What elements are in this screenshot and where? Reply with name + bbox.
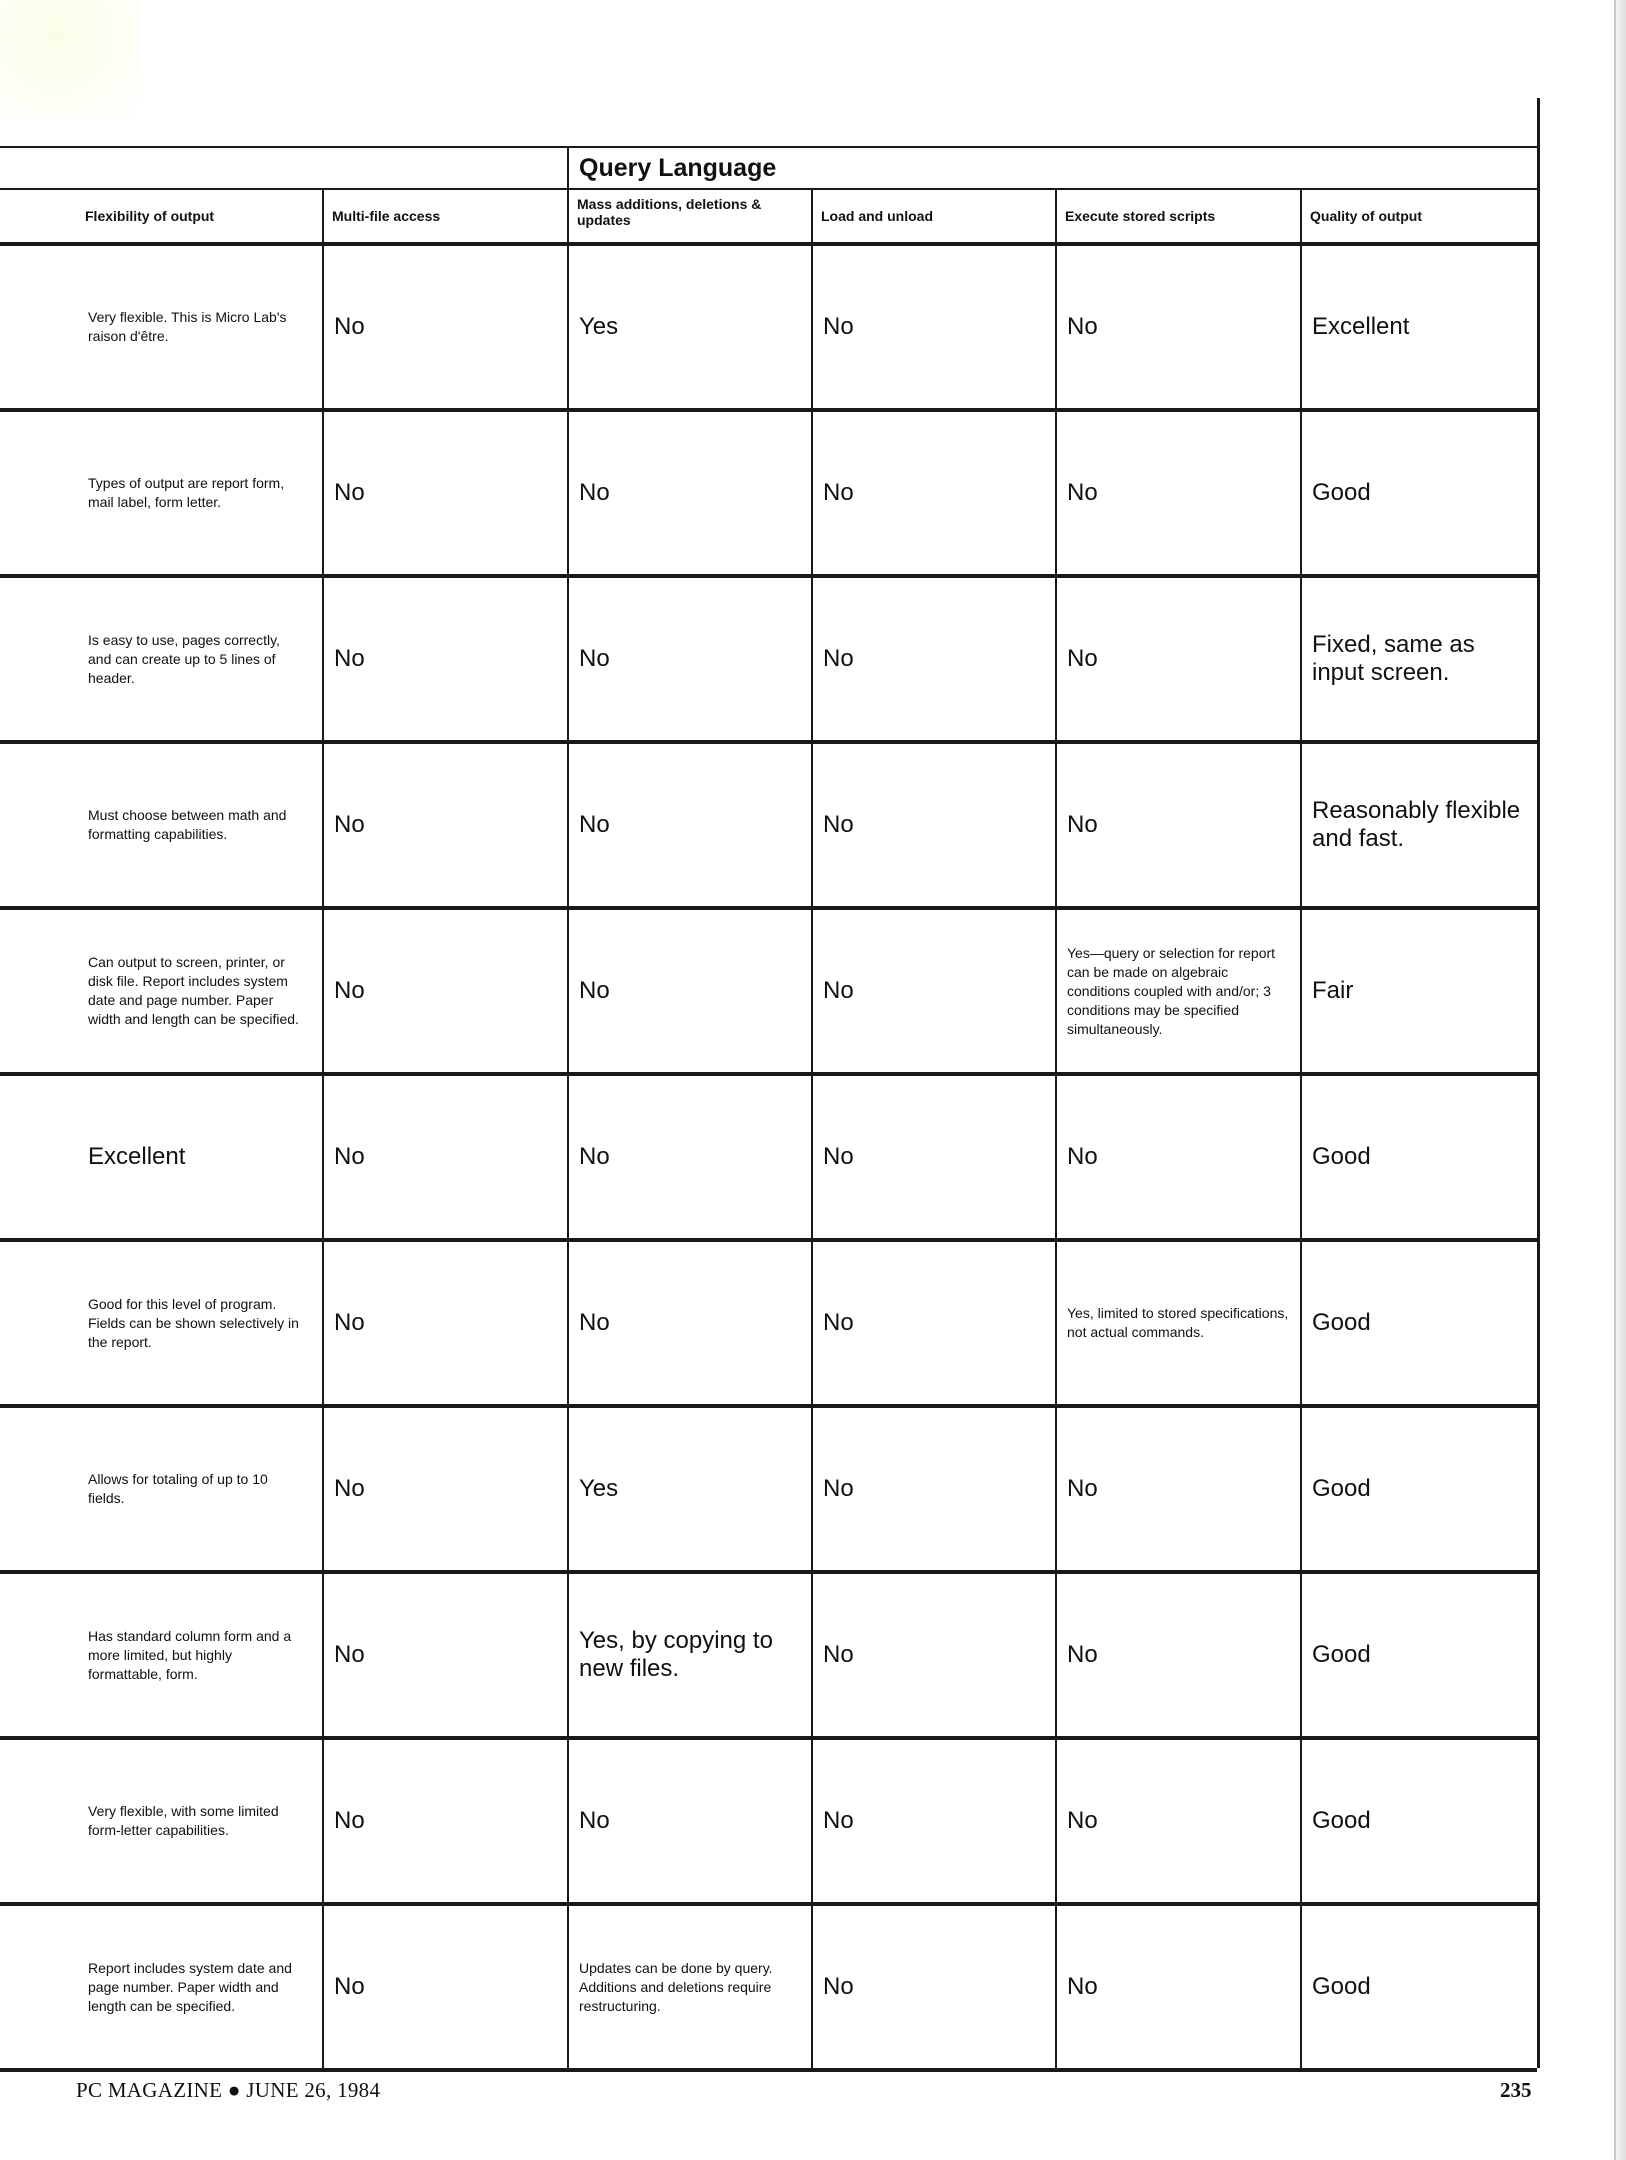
cell-load-unload	[811, 744, 1055, 906]
column-header-row	[0, 190, 1537, 246]
cell-text: No	[334, 313, 365, 340]
cell-text: No	[1067, 811, 1098, 838]
cell-stored-scripts	[1055, 578, 1300, 740]
cell-text: No	[1067, 1973, 1098, 2000]
cell-text: No	[823, 811, 854, 838]
cell-text: Excellent	[88, 1143, 186, 1170]
cell-stored-scripts	[1055, 1076, 1300, 1238]
cell-mass-updates	[567, 744, 811, 906]
cell-stored-scripts	[1055, 246, 1300, 408]
cell-text: No	[823, 313, 854, 340]
column-header-stored-scripts: Execute stored scripts	[1055, 190, 1300, 242]
cell-quality	[1300, 578, 1537, 740]
cell-text: No	[579, 1143, 610, 1170]
cell-text: No	[1067, 1475, 1098, 1502]
cell-text: No	[334, 1641, 365, 1668]
cell-text: Good	[1312, 1807, 1371, 1834]
cell-load-unload	[811, 1574, 1055, 1736]
cell-mass-updates	[567, 1574, 811, 1736]
cell-text: Fair	[1312, 977, 1354, 1004]
table-row	[0, 412, 1537, 578]
cell-text: No	[823, 1641, 854, 1668]
cell-flexibility	[0, 1076, 322, 1238]
cell-text: No	[334, 1143, 365, 1170]
cell-text: Good	[1312, 1475, 1371, 1502]
cell-text: Updates can be done by query. Additions and deletions require restructuring.	[579, 1959, 773, 2014]
cell-text: No	[334, 977, 365, 1004]
cell-text: Very flexible. This is Micro Lab's raison d'être.	[88, 309, 287, 344]
cell-flexibility	[0, 578, 322, 740]
column-header-load-unload: Load and unload	[811, 190, 1055, 242]
cell-multi-file	[322, 246, 567, 408]
footer-publication: PC MAGAZINE ● JUNE 26, 1984	[76, 2078, 381, 2102]
cell-text: Good for this level of program. Fields can be shown selectively in the report.	[88, 1295, 299, 1350]
table-row	[0, 578, 1537, 744]
cell-text: Good	[1312, 1641, 1371, 1668]
cell-text: Good	[1312, 1143, 1371, 1170]
cell-text: No	[823, 1973, 854, 2000]
cell-text: Must choose between math and formatting capabilities.	[88, 807, 287, 842]
comparison-table	[0, 98, 1540, 2068]
cell-multi-file	[322, 744, 567, 906]
cell-multi-file	[322, 578, 567, 740]
cell-stored-scripts	[1055, 1242, 1300, 1404]
cell-load-unload	[811, 1408, 1055, 1570]
cell-stored-scripts	[1055, 1408, 1300, 1570]
cell-multi-file	[322, 1906, 567, 2068]
table-row	[0, 744, 1537, 910]
cell-text: Yes, limited to stored specifications, not actual commands.	[1067, 1305, 1289, 1340]
cell-load-unload	[811, 246, 1055, 408]
cell-text: No	[334, 645, 365, 672]
cell-stored-scripts	[1055, 1740, 1300, 1902]
cell-quality	[1300, 910, 1537, 1072]
cell-text: No	[823, 1309, 854, 1336]
cell-load-unload	[811, 1076, 1055, 1238]
cell-mass-updates	[567, 578, 811, 740]
cell-quality	[1300, 1574, 1537, 1736]
cell-text: Yes, by copying to new files.	[579, 1627, 773, 1682]
cell-multi-file	[322, 910, 567, 1072]
cell-text: No	[1067, 1143, 1098, 1170]
cell-text: Types of output are report form, mail label, form letter.	[88, 475, 285, 510]
cell-flexibility	[0, 1906, 322, 2068]
cell-load-unload	[811, 1906, 1055, 2068]
cell-text: No	[1067, 1641, 1098, 1668]
cell-text: No	[823, 977, 854, 1004]
cell-text: No	[579, 977, 610, 1004]
table-row	[0, 1242, 1537, 1408]
cell-multi-file	[322, 1740, 567, 1902]
cell-multi-file	[322, 1242, 567, 1404]
table-row	[0, 1076, 1537, 1242]
cell-text: Report includes system date and page number. Paper width and length can be specified.	[88, 1959, 292, 2014]
cell-flexibility	[0, 1242, 322, 1404]
cell-quality	[1300, 1408, 1537, 1570]
page-edge	[1614, 0, 1626, 2160]
cell-text: No	[1067, 645, 1098, 672]
cell-text: Fixed, same as input screen.	[1312, 631, 1475, 686]
cell-mass-updates	[567, 1906, 811, 2068]
cell-quality	[1300, 1906, 1537, 2068]
cell-text: Very flexible, with some limited form-letter capabilities.	[88, 1803, 279, 1838]
cell-text: Excellent	[1312, 313, 1410, 340]
cell-text: No	[334, 1309, 365, 1336]
cell-text: Good	[1312, 1973, 1371, 2000]
cell-text: No	[579, 1309, 610, 1336]
cell-text: No	[334, 1807, 365, 1834]
cell-text: Allows for totaling of up to 10 fields.	[88, 1471, 268, 1506]
cell-text: No	[334, 479, 365, 506]
cell-multi-file	[322, 1076, 567, 1238]
cell-text: No	[334, 811, 365, 838]
cell-quality	[1300, 246, 1537, 408]
cell-quality	[1300, 412, 1537, 574]
cell-mass-updates	[567, 246, 811, 408]
cell-load-unload	[811, 412, 1055, 574]
cell-quality	[1300, 744, 1537, 906]
cell-stored-scripts	[1055, 412, 1300, 574]
cell-text: No	[579, 645, 610, 672]
table-row	[0, 1408, 1537, 1574]
cell-flexibility	[0, 1740, 322, 1902]
cell-multi-file	[322, 412, 567, 574]
cell-text: No	[1067, 313, 1098, 340]
cell-stored-scripts	[1055, 744, 1300, 906]
column-header-mass-updates: Mass additions, deletions & updates	[567, 190, 811, 242]
section-header-row	[0, 146, 1537, 190]
cell-text: Good	[1312, 479, 1371, 506]
cell-text: No	[823, 479, 854, 506]
cell-text: No	[823, 1475, 854, 1502]
cell-text: No	[579, 479, 610, 506]
cell-text: No	[823, 1807, 854, 1834]
column-header-flexibility: Flexibility of output	[85, 208, 215, 224]
cell-stored-scripts	[1055, 1574, 1300, 1736]
cell-text: Has standard column form and a more limited, but highly formattable, form.	[88, 1627, 292, 1682]
cell-mass-updates	[567, 412, 811, 574]
table-row	[0, 1574, 1537, 1740]
table-row	[0, 246, 1537, 412]
cell-text: Yes—query or selection for report can be made on algebraic conditions coupled with and/or; 3 conditions may be specified simultaneously.	[1067, 944, 1276, 1037]
cell-load-unload	[811, 1242, 1055, 1404]
cell-load-unload	[811, 578, 1055, 740]
cell-text: No	[579, 811, 610, 838]
cell-mass-updates	[567, 1076, 811, 1238]
cell-text: No	[823, 1143, 854, 1170]
cell-stored-scripts	[1055, 910, 1300, 1072]
cell-multi-file	[322, 1574, 567, 1736]
cell-text: No	[823, 645, 854, 672]
cell-text: No	[334, 1973, 365, 2000]
cell-multi-file	[322, 1408, 567, 1570]
table-row	[0, 1906, 1537, 2072]
cell-load-unload	[811, 910, 1055, 1072]
cell-flexibility	[0, 412, 322, 574]
cell-flexibility	[0, 1574, 322, 1736]
cell-text: No	[1067, 1807, 1098, 1834]
table-row	[0, 910, 1537, 1076]
cell-text: No	[579, 1807, 610, 1834]
cell-quality	[1300, 1242, 1537, 1404]
cell-text: No	[334, 1475, 365, 1502]
cell-stored-scripts	[1055, 1906, 1300, 2068]
cell-mass-updates	[567, 1408, 811, 1570]
column-header-multi-file: Multi-file access	[322, 190, 567, 242]
cell-mass-updates	[567, 1242, 811, 1404]
cell-load-unload	[811, 1740, 1055, 1902]
cell-text: Is easy to use, pages correctly, and can create up to 5 lines of header.	[88, 631, 280, 686]
section-title: Query Language	[567, 148, 1537, 192]
cell-text: Reasonably flexible and fast.	[1312, 797, 1521, 852]
cell-text: Good	[1312, 1309, 1371, 1336]
cell-mass-updates	[567, 1740, 811, 1902]
cell-flexibility	[0, 910, 322, 1072]
cell-quality	[1300, 1076, 1537, 1238]
cell-text: Yes	[579, 1475, 619, 1502]
cell-mass-updates	[567, 910, 811, 1072]
cell-text: Yes	[579, 313, 619, 340]
cell-text: Can output to screen, printer, or disk file. Report includes system date and page number. Paper width and length can be specified.	[88, 954, 299, 1027]
column-header-quality: Quality of output	[1300, 190, 1537, 242]
table-row	[0, 1740, 1537, 1906]
cell-text: No	[1067, 479, 1098, 506]
cell-flexibility	[0, 744, 322, 906]
footer-page-number: 235	[1500, 2078, 1532, 2102]
cell-quality	[1300, 1740, 1537, 1902]
cell-flexibility	[0, 246, 322, 408]
cell-flexibility	[0, 1408, 322, 1570]
